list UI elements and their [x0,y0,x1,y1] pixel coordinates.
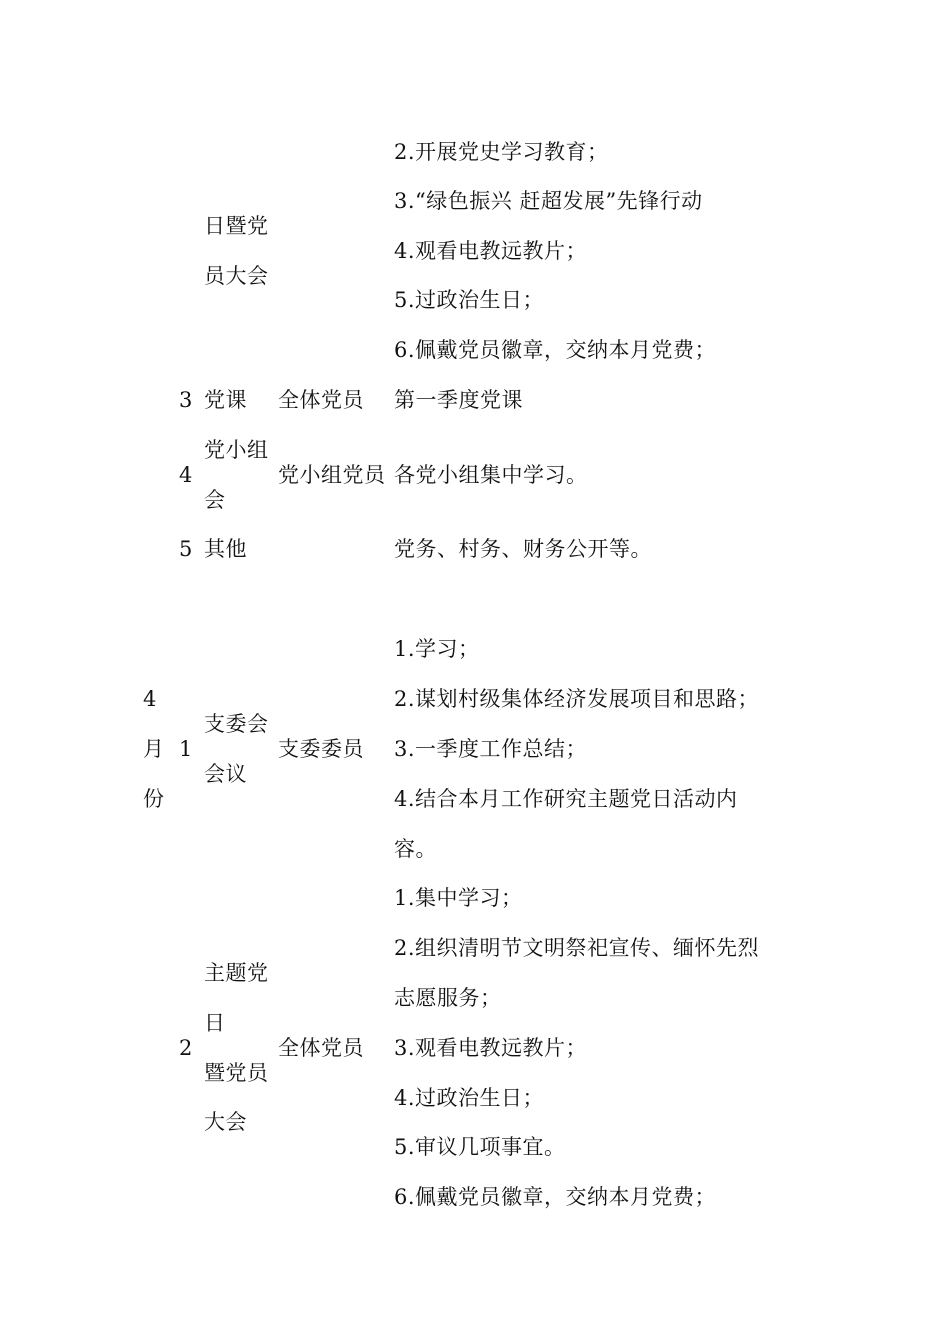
b1-row-top-content-2: 3.“绿色振兴 赶超发展”先锋行动 [394,189,703,213]
b2-row1-activity-line-2: 会议 [204,762,247,786]
b1-row4-activity-line-2: 会 [204,488,226,512]
b1-row5-content: 党务、村务、财务公开等。 [394,537,652,561]
b1-row3-num: 3 [179,388,193,412]
b2-row2-activity-line-1: 主题党 [204,961,269,985]
b2-row2-content-7: 6.佩戴党员徽章，交纳本月党费； [394,1185,717,1209]
b2-row2-activity-line-2: 日 [204,1011,226,1035]
b2-row1-num: 1 [179,737,193,761]
b1-row4-num: 4 [179,463,193,487]
b2-row2-content-2: 2.组织清明节文明祭祀宣传、缅怀先烈 [394,936,760,960]
b2-row1-participants: 支委委员 [278,737,364,761]
b1-row-top-activity-line-2: 员大会 [204,264,269,288]
b2-row2-content-1: 1.集中学习； [394,886,523,910]
b2-row2-activity-line-3: 暨党员 [204,1061,269,1085]
b1-row4-content: 各党小组集中学习。 [394,463,588,487]
b2-row1-content-3: 3.一季度工作总结； [394,737,588,761]
b2-row2-content-5: 4.过政治生日； [394,1086,545,1110]
b1-row3-content: 第一季度党课 [394,388,523,412]
b2-month-line-3: 份 [143,787,165,811]
b1-row-top-content-3: 4.观看电教远教片； [394,239,588,263]
b2-row1-content-2: 2.谋划村级集体经济发展项目和思路； [394,687,760,711]
b1-row3-activity: 党课 [204,388,247,412]
b1-row-top-activity-line-1: 日暨党 [204,214,269,238]
b1-row3-participants: 全体党员 [278,388,364,412]
b2-row1-content-1: 1.学习； [394,637,480,661]
b1-row5-activity: 其他 [204,537,247,561]
b2-row2-num: 2 [179,1036,193,1060]
b2-row2-content-4: 3.观看电教远教片； [394,1036,588,1060]
b1-row-top-content-5: 6.佩戴党员徽章，交纳本月党费； [394,338,717,362]
b2-row2-content-6: 5.审议几项事宜。 [394,1135,566,1159]
b1-row-top-content-4: 5.过政治生日； [394,288,545,312]
b1-row-top-content-1: 2.开展党史学习教育； [394,140,609,164]
b1-row4-activity-line-1: 党小组 [204,438,269,462]
b2-month-line-2: 月 [143,737,165,761]
b2-row1-content-4: 4.结合本月工作研究主题党日活动内 [394,787,738,811]
b1-row5-num: 5 [179,537,193,561]
b2-month-line-1: 4 [143,687,157,711]
b2-row1-activity-line-1: 支委会 [204,712,269,736]
b2-row1-content-5: 容。 [394,837,437,861]
b1-row4-participants: 党小组党员 [278,463,386,487]
b2-row2-activity-line-4: 大会 [204,1110,247,1134]
b2-row2-participants: 全体党员 [278,1036,364,1060]
b2-row2-content-3: 志愿服务； [394,986,502,1010]
